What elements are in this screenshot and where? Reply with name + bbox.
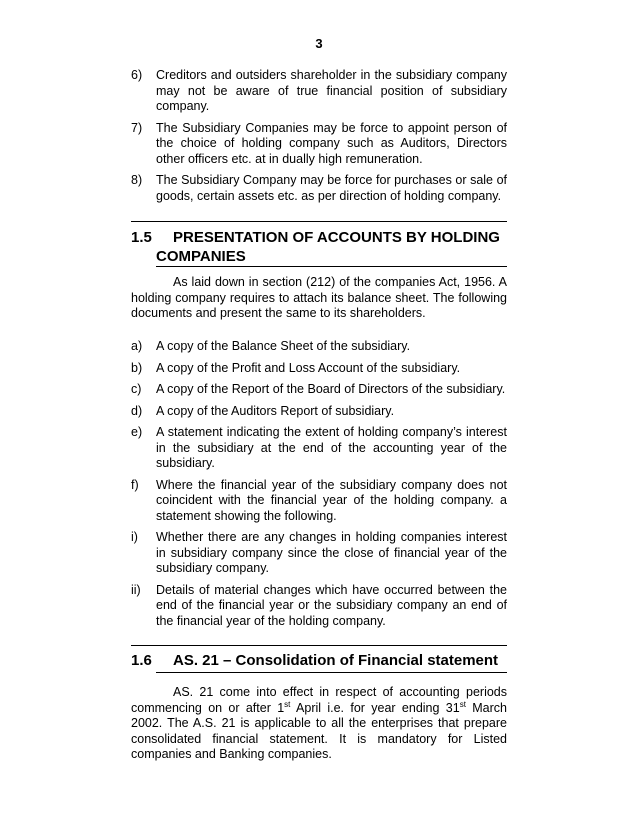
list-item-text: A copy of the Report of the Board of Directors of the subsidiary. xyxy=(156,382,506,396)
list-item-number: 8) xyxy=(131,173,143,187)
section-title-line2: COMPANIES xyxy=(156,248,246,265)
list-item-text: Where the financial year of the subsidiary company does not coincident with the financial year of the holding company. a statement showing the following. xyxy=(156,477,507,523)
section-heading-1-5 xyxy=(131,228,507,266)
section-rule xyxy=(131,221,507,222)
list-item-text: A copy of the Profit and Loss Account of the subsidiary. xyxy=(156,360,461,375)
list-item-text: The Subsidiary Companies may be force to appoint person of the choice of holding company such as Auditors, Directors other officers etc. at in dually high remuneration. xyxy=(156,120,507,166)
list-item-text: A copy of the Auditors Report of subsidiary. xyxy=(156,403,395,418)
list-item-number: d) xyxy=(131,403,143,418)
list-item-number: 7) xyxy=(131,120,143,135)
list-item xyxy=(131,339,507,355)
section-number: 1.6 xyxy=(131,652,152,669)
list-item xyxy=(131,478,507,525)
list-item-number: ii) xyxy=(131,582,141,597)
list-item-text: Details of material changes which have occurred between the end of the financial year or the subsidiary company an end of the financial year of the holding company. xyxy=(156,582,507,628)
list-item xyxy=(131,404,507,420)
top-list xyxy=(131,68,507,204)
list-item-number: b) xyxy=(131,360,143,375)
list-item-text: A statement indicating the extent of holding company’s interest in the subsidiary at the end of the accounting year of the subsidiary. xyxy=(156,425,507,470)
section-underline xyxy=(156,672,507,673)
list-item xyxy=(131,425,507,472)
section-rule xyxy=(131,645,507,646)
list-item-text: A copy of the Balance Sheet of the subsidiary. xyxy=(156,339,411,353)
para-text: March 2002. The A.S. 21 is applicable to all the enterprises that prepare consolidated financial statement. It is mandatory for Listed companies and Banking companies. xyxy=(131,700,507,761)
para-text: AS. 21 come into effect in respect of accounting periods commencing on or after 1 xyxy=(131,685,507,715)
list-item-number: a) xyxy=(131,339,143,353)
section-intro xyxy=(131,275,507,322)
list-item xyxy=(131,530,507,577)
superscript: st xyxy=(459,699,466,709)
section-number: 1.5 xyxy=(131,229,152,246)
list-item-text: Whether there are any changes in holding companies interest in subsidiary company since the close of financial year of the subsidiary company. xyxy=(156,530,507,575)
page-number: 3 xyxy=(315,36,323,51)
para-text: April i.e. for year ending 31 xyxy=(290,700,460,715)
list-item xyxy=(131,583,507,630)
list-item-number: 6) xyxy=(131,68,143,82)
section-title: AS. 21 – Consolidation of Financial statement xyxy=(173,652,499,669)
list-item-text: Creditors and outsiders shareholder in the subsidiary company may not be aware of true financial position of subsidiary company. xyxy=(156,68,507,113)
section-heading-1-6 xyxy=(131,651,507,670)
intro-text: As laid down in section (212) of the companies Act, 1956. A holding company requires to attach its balance sheet. The following documents and present the same to its shareholders. xyxy=(131,275,507,320)
list-item xyxy=(131,382,507,398)
section-title-line1: PRESENTATION OF ACCOUNTS BY HOLDING xyxy=(173,229,500,246)
list-item xyxy=(131,68,507,115)
superscript: st xyxy=(284,699,291,709)
list-item-number: e) xyxy=(131,425,143,439)
section-underline xyxy=(156,266,507,267)
list-item-number: f) xyxy=(131,477,139,492)
list-item xyxy=(131,121,507,168)
list-item xyxy=(131,361,507,377)
list-item-text: The Subsidiary Company may be force for purchases or sale of goods, certain assets etc. as per direction of holding company. xyxy=(156,173,507,203)
list-item-number: c) xyxy=(131,382,142,396)
section-paragraph xyxy=(131,685,507,763)
list-item xyxy=(131,173,507,204)
documents-list xyxy=(131,339,507,629)
list-item-number: i) xyxy=(131,530,138,544)
